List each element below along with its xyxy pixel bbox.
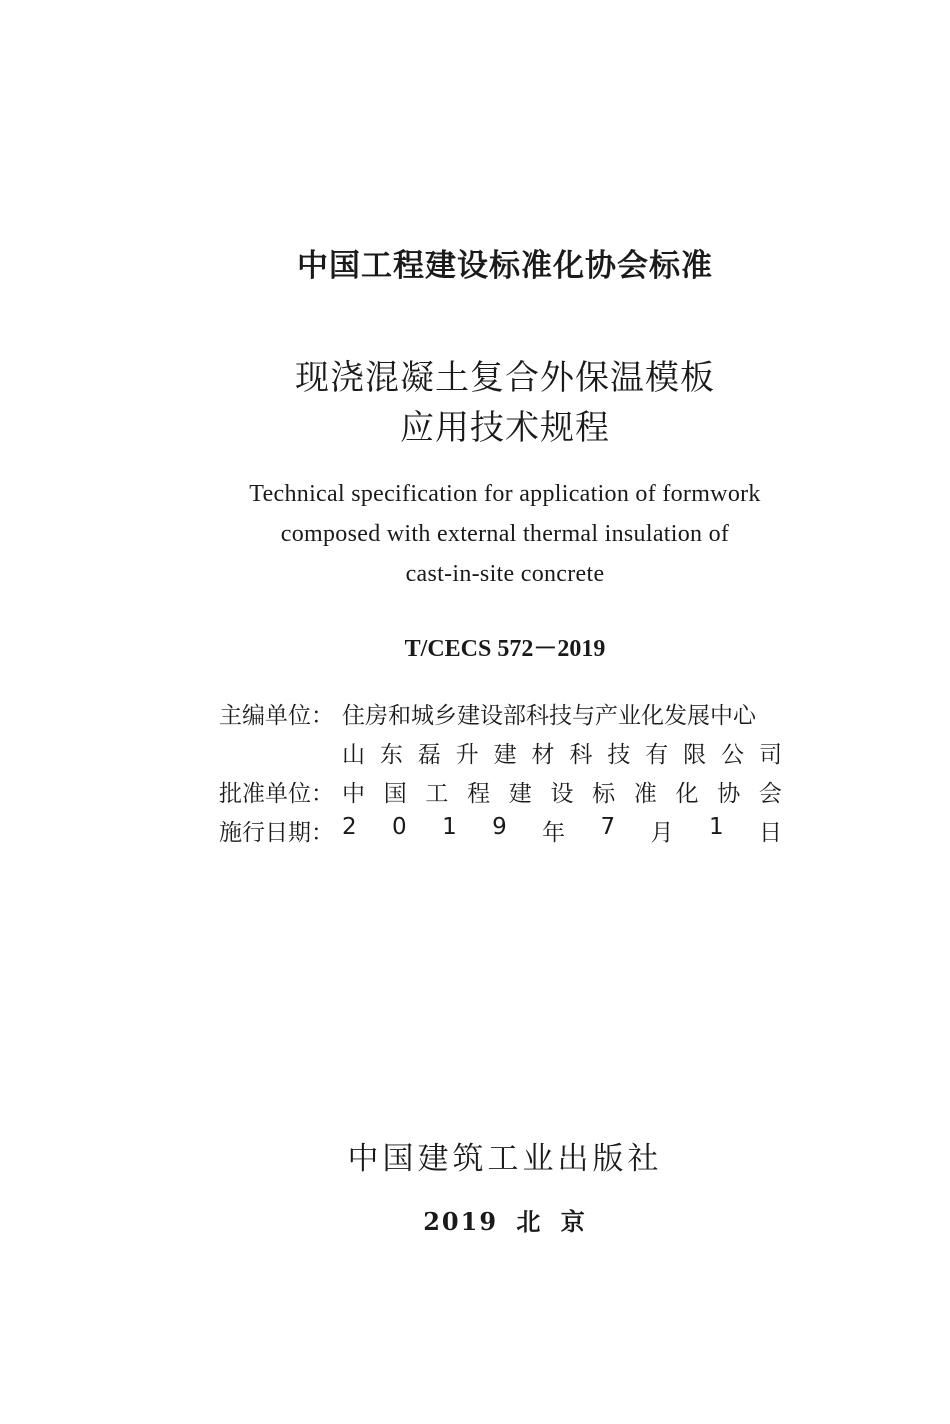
char-1: 0 [392, 813, 407, 840]
chief-editor-label: 主编单位： [219, 702, 334, 729]
title-english-line-3: cast-in-site concrete [405, 561, 605, 587]
char-3: 升 [455, 741, 479, 768]
char-10: 公 [721, 741, 745, 768]
char-2: 工 [425, 780, 449, 807]
char-1: 东 [379, 741, 403, 768]
char-1: 国 [383, 780, 407, 807]
title-chinese-line-1: 现浇混凝土复合外保温模板 [295, 358, 715, 398]
char-3: 9 [492, 813, 507, 840]
chief-editor-value-2 [342, 736, 782, 769]
publication-year-place: 2019 北 京 [423, 1207, 587, 1236]
publisher-name: 中国建筑工业出版社 [347, 1141, 663, 1177]
char-3: 程 [467, 780, 491, 807]
char-8: 有 [645, 741, 669, 768]
char-6: 月 [650, 819, 674, 846]
char-11: 司 [758, 741, 782, 768]
title-english-line-2: composed with external thermal insulation of [280, 521, 730, 547]
char-0: 2 [342, 813, 357, 840]
char-0: 中 [342, 780, 365, 807]
approval-value [342, 775, 782, 808]
approval-label: 批准单位： [219, 780, 334, 807]
standard-code: T/CECS 572－2019 [404, 636, 606, 662]
char-5: 材 [531, 741, 555, 768]
char-2: 1 [442, 813, 457, 840]
char-6: 标 [592, 780, 616, 807]
char-7: 准 [633, 780, 657, 807]
char-9: 协 [717, 780, 741, 807]
char-4: 建 [493, 741, 517, 768]
char-4: 年 [542, 819, 566, 846]
char-0: 山 [342, 741, 365, 768]
effective-date-row [219, 810, 782, 850]
title-chinese-line-2: 应用技术规程 [400, 408, 610, 448]
char-2: 磊 [417, 741, 441, 768]
char-7: 技 [607, 741, 631, 768]
char-10: 会 [758, 780, 782, 807]
chief-editor-row [219, 693, 782, 733]
char-8: 化 [675, 780, 699, 807]
chief-editor-value-1: 住房和城乡建设部科技与产业化发展中心 [342, 702, 756, 729]
association-standard-heading: 中国工程建设标准化协会标准 [297, 248, 713, 284]
approval-row [219, 771, 782, 811]
char-5: 设 [550, 780, 574, 807]
char-5: 7 [600, 813, 616, 840]
title-english-line-1: Technical specification for application of formwork [249, 481, 761, 507]
effective-date-value [342, 814, 782, 847]
char-8: 日 [758, 819, 782, 846]
char-7: 1 [708, 813, 724, 840]
char-9: 限 [683, 741, 707, 768]
char-6: 科 [569, 741, 593, 768]
chief-editor-row-2 [219, 732, 782, 772]
effective-date-label: 施行日期： [219, 819, 334, 846]
char-4: 建 [508, 780, 532, 807]
